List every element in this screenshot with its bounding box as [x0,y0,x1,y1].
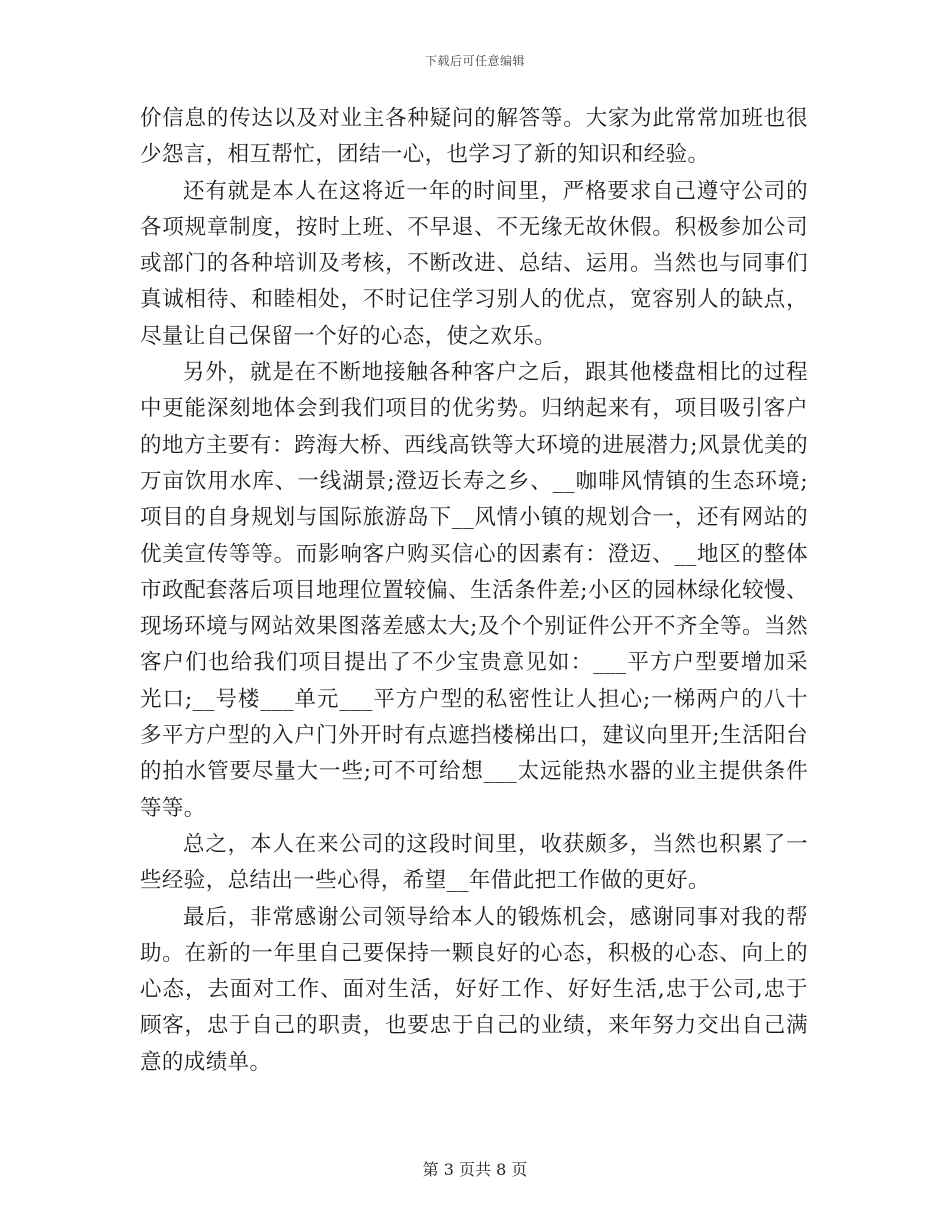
paragraph-project-analysis: 另外，就是在不断地接触各种客户之后，跟其他楼盘相比的过程中更能深刻地体会到我们项目的优劣势。归纳起来有，项目吸引客户的地方主要有：跨海大桥、西线高铁等大环境的进展潜力;风景优美的万亩饮用水库、一线湖景;澄迈长寿之乡、__咖啡风情镇的生态环境;项目的自身规划与国际旅游岛下__风情小镇的规划合一，还有网站的优美宣传等等。而影响客户购买信心的因素有：澄迈、__地区的整体市政配套落后项目地理位置较偏、生活条件差;小区的园林绿化较慢、现场环境与网站效果图落差感太大;及个个别证件公开不齐全等。当然客户们也给我们项目提出了不少宝贵意见如：___平方户型要增加采光口;__号楼___单元___平方户型的私密性让人担心;一梯两户的八十多平方户型的入户门外开时有点遮挡楼梯出口，建议向里开;生活阳台的拍水管要尽量大一些;可不可给想___太远能热水器的业主提供条件等等。 [140,360,808,821]
page-number: 第 3 页共 8 页 [422,1160,528,1179]
page-header: 下载后可任意编辑 [424,54,525,68]
paragraph-discipline: 还有就是本人在这将近一年的时间里，严格要求自己遵守公司的各项规章制度，按时上班、不早退、不无缘无故休假。积极参加公司或部门的各种培训及考核，不断改进、总结、运用。当然也与同事们真诚相待、和睦相处，不时记住学习别人的优点，宽容别人的缺点，尽量让自己保留一个好的心态，使之欢乐。 [140,178,808,349]
paragraph-continuation: 价信息的传达以及对业主各种疑问的解答等。大家为此常常加班也很少怨言，相互帮忙，团结一心，也学习了新的知识和经验。 [140,106,808,168]
paragraph-summary: 总之，本人在来公司的这段时间里，收获颇多，当然也积累了一些经验，总结出一些心得，希望__年借此把工作做的更好。 [140,831,808,894]
document-body [140,101,808,1081]
paragraph-closing: 最后，非常感谢公司领导给本人的锻炼机会，感谢同事对我的帮助。在新的一年里自己要保持一颗良好的心态，积极的心态、向上的心态，去面对工作、面对生活，好好工作、好好生活,忠于公司,忠于顾客，忠于自己的职责，也要忠于自己的业绩，来年努力交出自己满意的成绩单。 [140,904,808,1075]
